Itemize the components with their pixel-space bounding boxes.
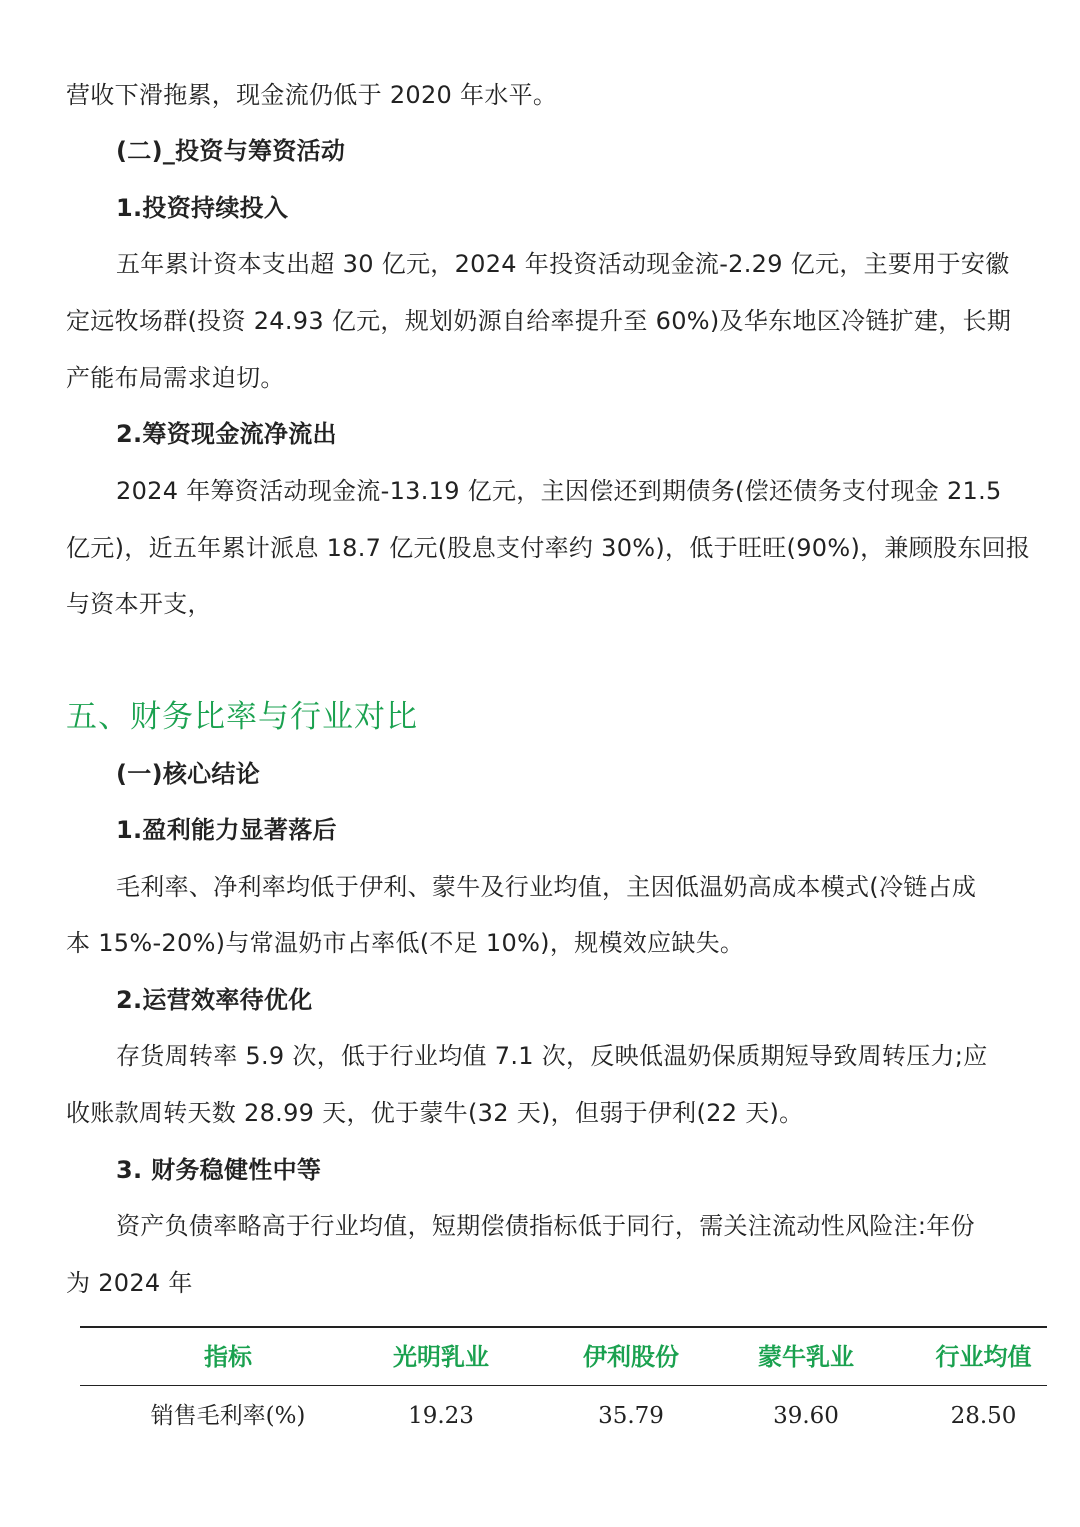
paragraph-invest-line1: 五年累计资本支出超 30 亿元，2024 年投资活动现金流-2.29 亿元，主要用于安徽	[116, 250, 1010, 278]
paragraph-invest-line3: 产能布局需求迫切。	[66, 364, 285, 392]
table-header-metric: 指标	[204, 1343, 252, 1371]
table-top-rule	[80, 1326, 1047, 1328]
paragraph-stability-line1: 资产负债率略高于行业均值，短期偿债指标低于同行，需关注流动性风险注:年份	[116, 1212, 975, 1240]
subheading-stability: 3. 财务稳健性中等	[116, 1156, 322, 1184]
section-title: 五、财务比率与行业对比	[66, 699, 418, 735]
paragraph-financing-line1: 2024 年筹资活动现金流-13.19 亿元，主因偿还到期债务(偿还债务支付现金 21.5	[116, 477, 1002, 505]
subheading-efficiency: 2.运营效率待优化	[116, 986, 313, 1014]
paragraph-invest-line2: 定远牧场群(投资 24.93 亿元，规划奶源自给率提升至 60%)及华东地区冷链扩建，长期	[66, 307, 1012, 335]
table-cell-metric: 销售毛利率(%)	[150, 1403, 306, 1429]
subheading-invest: 1.投资持续投入	[116, 194, 289, 222]
heading-invest-financing: (二)_投资与筹资活动	[116, 137, 346, 165]
paragraph-efficiency-line1: 存货周转率 5.9 次，低于行业均值 7.1 次，反映低温奶保质期短导致周转压力;应	[116, 1042, 988, 1070]
paragraph-profit-line1: 毛利率、净利率均低于伊利、蒙牛及行业均值，主因低温奶高成本模式(冷链占成	[116, 873, 977, 901]
table-cell-bright-dairy: 19.23	[408, 1403, 474, 1429]
paragraph-cashflow-end: 营收下滑拖累，现金流仍低于 2020 年水平。	[66, 81, 558, 109]
subheading-profitability: 1.盈利能力显著落后	[116, 816, 337, 844]
paragraph-profit-line2: 本 15%-20%)与常温奶市占率低(不足 10%)，规模效应缺失。	[66, 929, 745, 957]
paragraph-financing-line2: 亿元)，近五年累计派息 18.7 亿元(股息支付率约 30%)，低于旺旺(90%)，兼顾股东回报	[66, 534, 1031, 562]
heading-core-conclusion: (一)核心结论	[116, 760, 261, 788]
paragraph-efficiency-line2: 收账款周转天数 28.99 天，优于蒙牛(32 天)，但弱于伊利(22 天)。	[66, 1099, 804, 1127]
table-cell-industry-avg: 28.50	[950, 1403, 1017, 1429]
table-cell-yili: 35.79	[598, 1403, 664, 1429]
table-header-bright-dairy: 光明乳业	[393, 1343, 489, 1371]
paragraph-stability-line2: 为 2024 年	[66, 1269, 193, 1297]
table-header-industry-avg: 行业均值	[935, 1343, 1032, 1371]
paragraph-financing-line3: 与资本开支，	[66, 590, 212, 618]
table-cell-mengniu: 39.60	[773, 1403, 839, 1429]
subheading-financing: 2.筹资现金流净流出	[116, 420, 337, 448]
table-header-yili: 伊利股份	[583, 1343, 679, 1371]
table-header-rule	[80, 1385, 1047, 1386]
table-header-mengniu: 蒙牛乳业	[758, 1343, 854, 1371]
